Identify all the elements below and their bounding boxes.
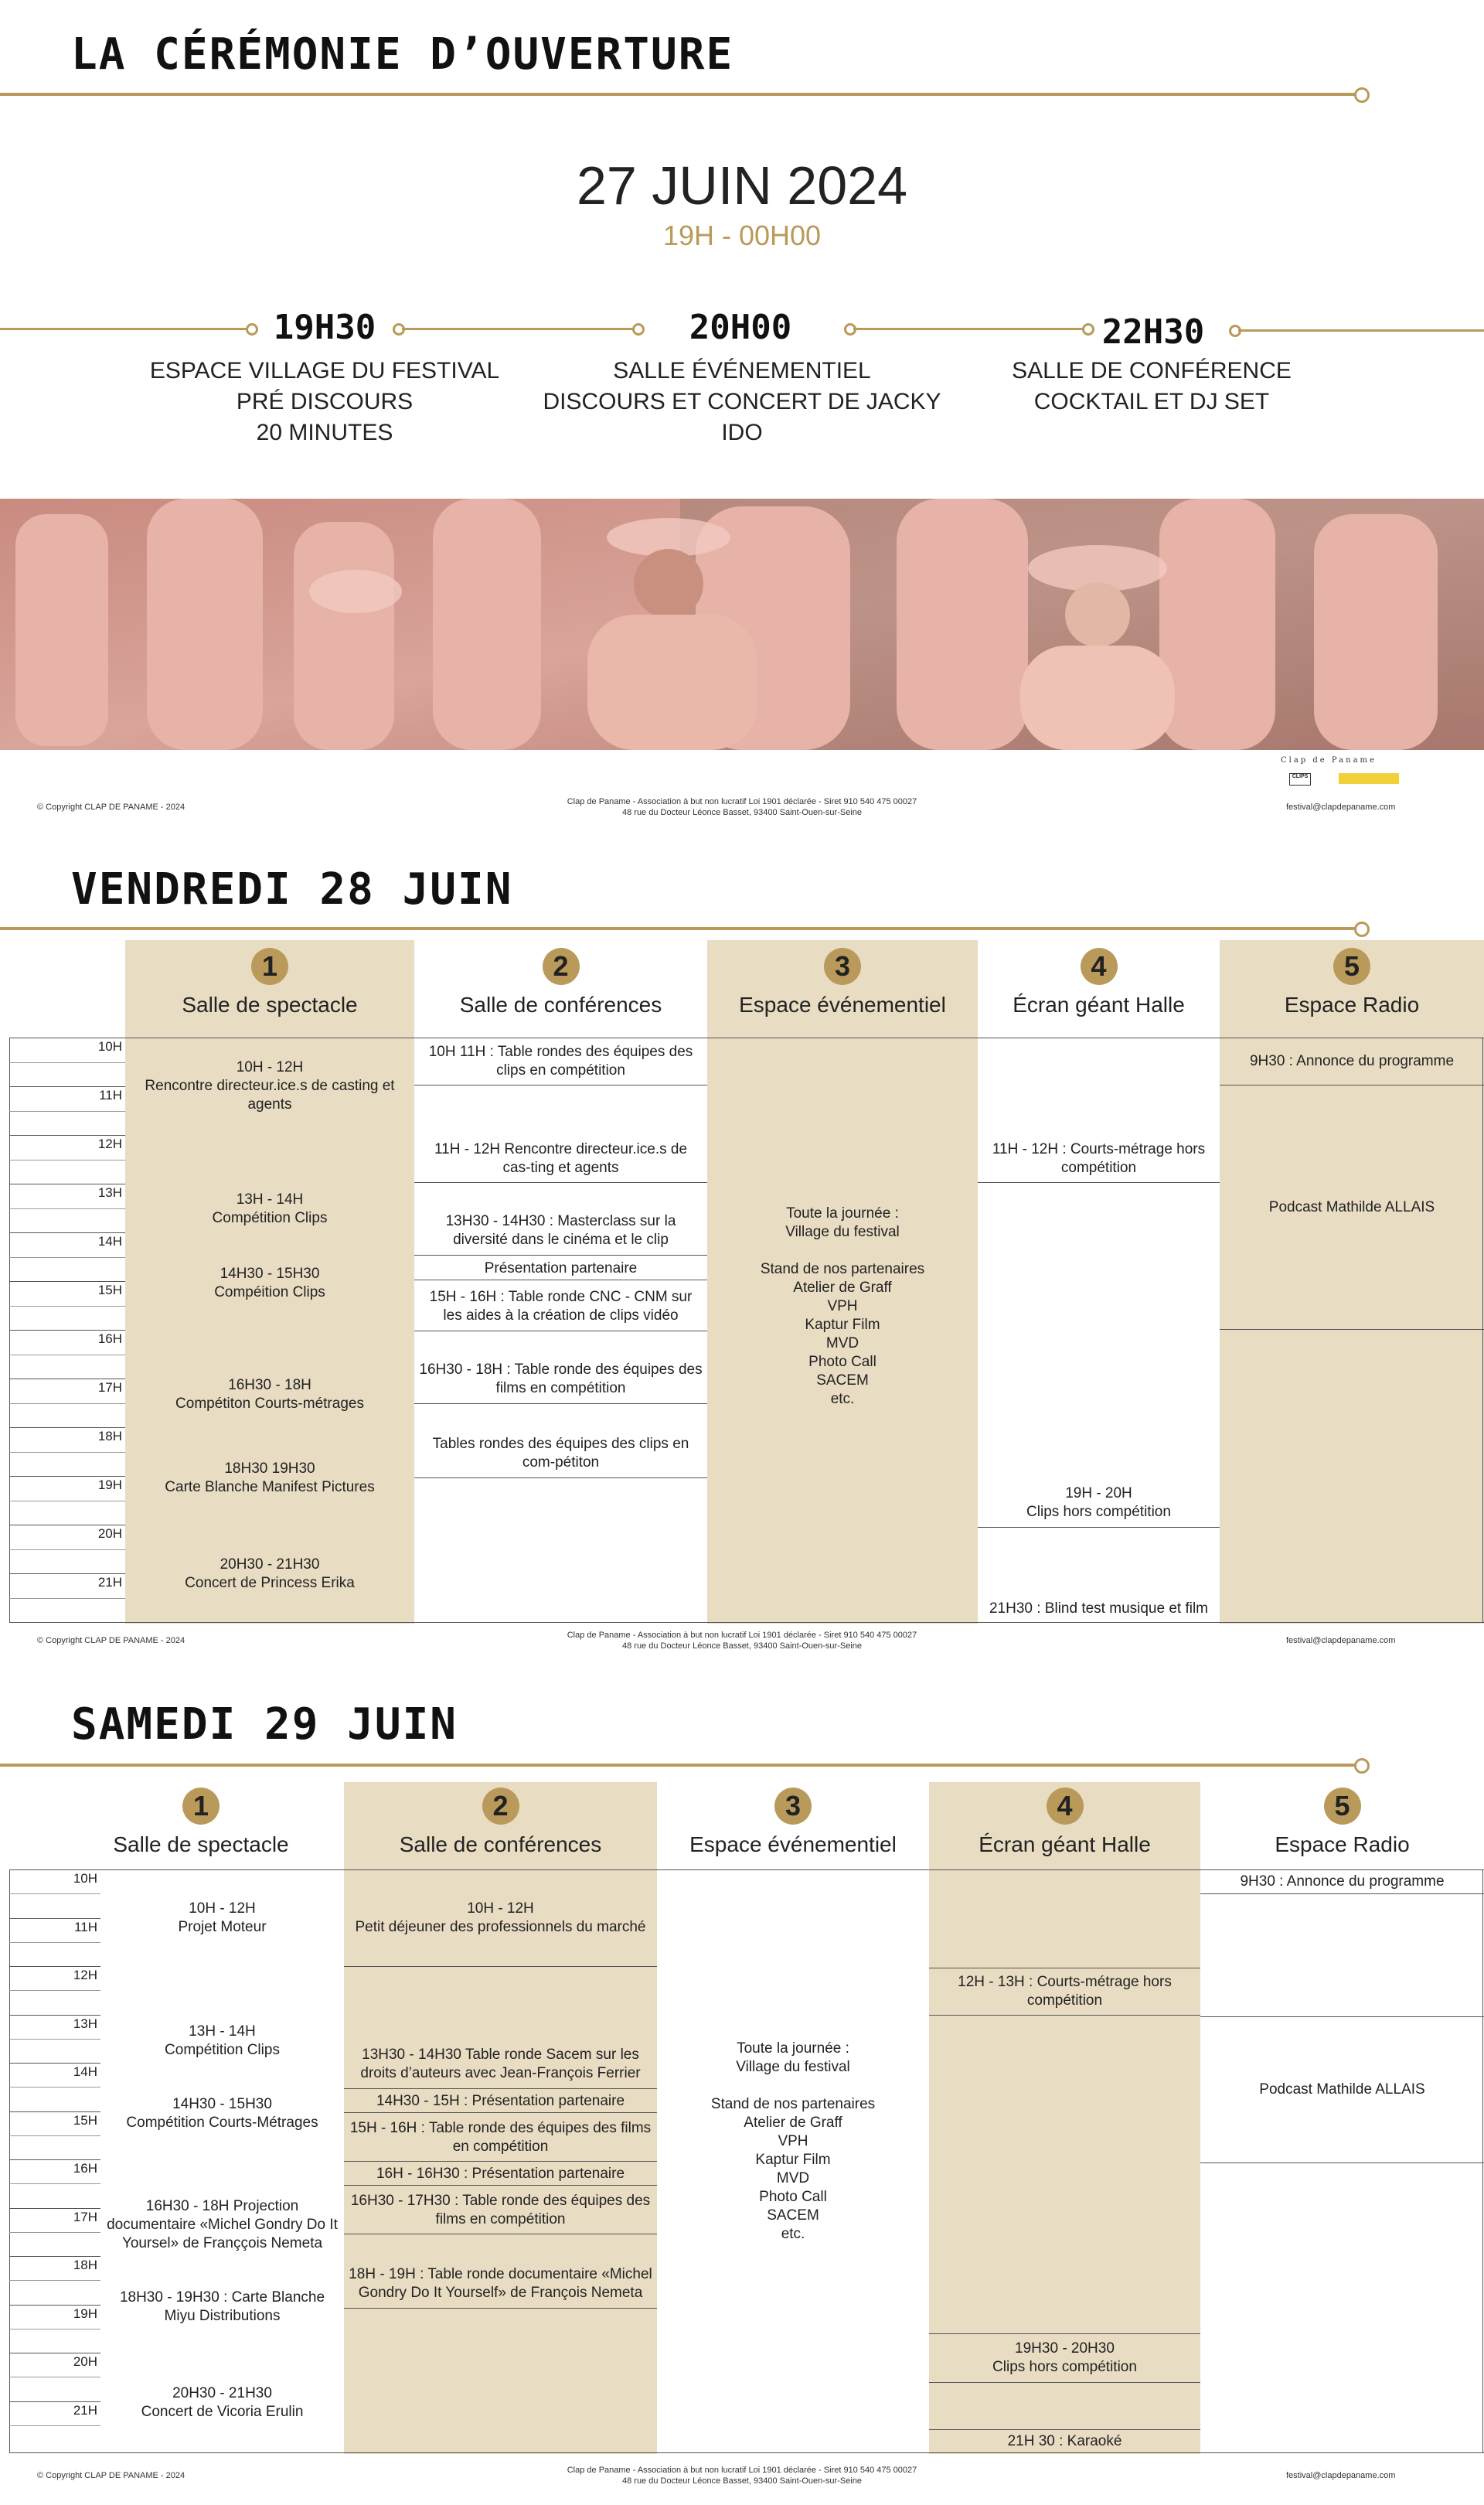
sat-event: 12H - 13H : Courts-métrage hors compétition: [929, 1968, 1200, 2016]
opening-date: 27 JUIN 2024: [576, 155, 908, 216]
col-name: Salle de conférences: [399, 1832, 602, 1856]
hour-gridline: [9, 1281, 125, 1282]
hour-gridline: [9, 2111, 100, 2112]
sat-event: 20H30 - 21H30 Concert de Vicoria Erulin: [141, 2385, 304, 2420]
hour-label: 18H: [97, 1429, 122, 1443]
col-number: 4: [1047, 1788, 1084, 1825]
fri-event: 15H - 16H : Table ronde CNC - CNM sur les aides à la création de clips vidéo: [414, 1282, 707, 1331]
hour-gridline: [9, 1452, 125, 1453]
col-number: 2: [482, 1788, 519, 1825]
friday-title: VENDREDI 28 JUIN: [71, 864, 513, 915]
hour-gridline: [9, 2087, 100, 2088]
hour-gridline: [9, 1549, 125, 1550]
sat-event: Podcast Mathilde ALLAIS: [1200, 2016, 1484, 2163]
hour-label: 20H: [73, 2354, 97, 2369]
hour-gridline: [9, 1086, 125, 1087]
sat-event: 16H30 - 18H Projection documentaire «Michel Gondry Do It Yoursel» de Franççois Nemeta: [107, 2198, 338, 2251]
hour-label: 15H: [97, 1283, 122, 1297]
fri-event: 14H30 - 15H30 Compéition Clips: [214, 1266, 325, 1300]
fri-event: 9H30 : Annonce du programme: [1220, 1038, 1484, 1086]
desc-line: SALLE DE CONFÉRENCE: [1012, 358, 1292, 383]
fri-col4-header: [978, 948, 1220, 1017]
desc-line: 20 MINUTES: [256, 420, 393, 445]
sat-event: 14H30 - 15H : Présentation partenaire: [344, 2090, 657, 2113]
hour-gridline: [9, 1257, 125, 1258]
fri-event-village: Toute la journée : Village du festival Stand de nos partenaires Atelier de Graff VPH Kaptur Film MVD Photo Call SACEM etc.: [760, 1205, 925, 1407]
assoc-line: 48 rue du Docteur Léonce Basset, 93400 Saint-Ouen-sur-Seine: [621, 2476, 863, 2486]
hour-label: 16H: [73, 2161, 97, 2176]
hour-gridline: [9, 2015, 100, 2016]
fri-event: Podcast Mathilde ALLAIS: [1220, 1086, 1484, 1330]
sat-event: 10H - 12H Petit déjeuner des professionnels du marché: [344, 1869, 657, 1967]
col-name: Salle de conférences: [459, 993, 662, 1017]
assoc-line: Clap de Paname - Association à but non lucratif Loi 1901 déclarée - Siret 910 540 475 00027: [567, 2466, 917, 2475]
banner-photo: [0, 499, 1484, 750]
opening-hours: 19H - 00H00: [662, 220, 822, 251]
grid-bottom: [9, 2452, 1484, 2453]
hour-gridline: [9, 2305, 100, 2306]
footer-copyright-2: © Copyright CLAP DE PANAME - 2024: [37, 1636, 186, 1645]
sat-event: 14H30 - 15H30 Compétition Courts-Métrages: [126, 2096, 318, 2131]
hour-label: 11H: [74, 1919, 97, 1934]
hour-gridline: [9, 1403, 125, 1404]
title-rule: [0, 93, 1359, 96]
sat-event: 13H30 - 14H30 Table ronde Sacem sur les droits d’auteurs avec Jean-François Ferrier: [344, 2040, 657, 2089]
hour-label: 10H: [73, 1871, 97, 1886]
sat-event: 18H30 - 19H30 : Carte Blanche Miyu Distributions: [119, 2289, 325, 2324]
hour-gridline: [9, 1573, 125, 1574]
assoc-line: Clap de Paname - Association à but non lucratif Loi 1901 déclarée - Siret 910 540 475 00027: [567, 797, 917, 806]
grid-left: [9, 1869, 10, 2452]
hour-gridline: [9, 1476, 125, 1477]
fri-event: Tables rondes des équipes des clips en com-pétiton: [414, 1429, 707, 1478]
fri-event: 21H30 : Blind test musique et film: [989, 1600, 1209, 1617]
hour-gridline: [9, 1427, 125, 1428]
col-name: Salle de spectacle: [182, 993, 358, 1017]
hour-gridline: [9, 1208, 125, 1209]
sat-event-village: Toute la journée : Village du festival Stand de nos partenaires Atelier de Graff VPH Kaptur Film MVD Photo Call SACEM etc.: [710, 2040, 876, 2242]
col-name: Espace Radio: [1284, 993, 1420, 1017]
hour-gridline: [9, 1062, 125, 1063]
col-number: 5: [1324, 1788, 1361, 1825]
hour-gridline: [9, 1918, 100, 1919]
hour-label: 20H: [97, 1526, 122, 1541]
assoc-line: 48 rue du Docteur Léonce Basset, 93400 Saint-Ouen-sur-Seine: [621, 1641, 863, 1651]
timeline-time-1: 19H30: [273, 308, 376, 347]
title-rule-dot: [1354, 87, 1370, 103]
hour-gridline: [9, 1966, 100, 1967]
fri-event: 11H - 12H Rencontre directeur.ice.s de cas-ting et agents: [414, 1135, 707, 1183]
timeline-desc-1: [131, 356, 518, 448]
hour-label: 21H: [97, 1575, 122, 1590]
hour-label: 10H: [97, 1039, 122, 1054]
sat-col5-header: [1200, 1788, 1484, 1857]
desc-line: IDO: [721, 420, 763, 445]
fri-event: 20H30 - 21H30 Concert de Princess Erika: [185, 1556, 355, 1591]
footer-assoc-1: [510, 796, 974, 818]
timeline-rule-3: [853, 328, 1085, 330]
timeline-rule-2: [402, 328, 634, 330]
sat-event: 13H - 14H Compétition Clips: [165, 2023, 280, 2058]
fri-event: Présentation partenaire: [414, 1257, 707, 1280]
sat-event: 19H30 - 20H30 Clips hors compétition: [929, 2333, 1200, 2383]
timeline-desc-2: [541, 356, 943, 448]
hour-gridline: [9, 2039, 100, 2040]
hour-gridline: [9, 2401, 100, 2402]
sat-event: 16H30 - 17H30 : Table ronde des équipes des films en compétition: [344, 2186, 657, 2234]
footer-assoc-2: [510, 1630, 974, 1651]
fri-event: 10H 11H : Table rondes des équipes des clips en compétition: [414, 1038, 707, 1086]
saturday-rule: [0, 1764, 1359, 1767]
hour-label: 21H: [73, 2402, 97, 2418]
hour-gridline: [9, 1598, 125, 1599]
desc-line: PRÉ DISCOURS: [236, 389, 414, 414]
col-number: 3: [824, 948, 861, 985]
col-number: 4: [1081, 948, 1118, 985]
hour-gridline: [9, 2256, 100, 2257]
opening-title: LA CÉRÉMONIE D’OUVERTURE: [71, 29, 734, 80]
desc-line: DISCOURS ET CONCERT DE JACKY: [543, 389, 941, 414]
col-name: Écran géant Halle: [979, 1832, 1151, 1856]
fri-event: 19H - 20H Clips hors compétition: [978, 1478, 1220, 1528]
footer-copyright-3: © Copyright CLAP DE PANAME - 2024: [37, 2471, 186, 2480]
sat-event: 16H - 16H30 : Présentation partenaire: [344, 2162, 657, 2186]
hour-label: 19H: [97, 1477, 122, 1492]
partner-logo-1: CLIPS: [1289, 773, 1311, 786]
footer-email-1: festival@clapdepaname.com: [1286, 803, 1396, 812]
sat-event: 10H - 12H Projet Moteur: [178, 1900, 267, 1935]
sat-col2-header: [344, 1788, 657, 1857]
hour-label: 15H: [73, 2112, 97, 2128]
hour-gridline: [9, 2135, 100, 2136]
hour-gridline: [9, 2063, 100, 2064]
sat-event: 21H 30 : Karaoké: [929, 2429, 1200, 2452]
hour-gridline: [9, 1330, 125, 1331]
hour-label: 12H: [73, 1968, 97, 1982]
col-number: 3: [774, 1788, 812, 1825]
fri-event: 16H30 - 18H Compétiton Courts-métrages: [175, 1377, 364, 1412]
col-name: Écran géant Halle: [1013, 993, 1185, 1017]
hour-gridline: [9, 2208, 100, 2209]
sat-event: 15H - 16H : Table ronde des équipes des films en compétition: [344, 2114, 657, 2162]
fri-col2-header: [414, 948, 707, 1017]
col-name: Espace événementiel: [689, 1832, 897, 1856]
sat-event: 9H30 : Annonce du programme: [1200, 1869, 1484, 1894]
hour-gridline: [9, 2425, 100, 2426]
timeline-rule-1: [0, 328, 251, 330]
hour-gridline: [9, 1990, 100, 1991]
col-number: 5: [1333, 948, 1370, 985]
assoc-line: Clap de Paname - Association à but non lucratif Loi 1901 déclarée - Siret 910 540 475 00027: [567, 1631, 917, 1640]
hour-gridline: [9, 1111, 125, 1112]
footer-logo-1: Clap de Paname: [1281, 756, 1377, 765]
hour-label: 12H: [97, 1137, 122, 1151]
hour-gridline: [9, 2159, 100, 2160]
timeline-desc-3: [958, 356, 1345, 418]
hour-label: 19H: [73, 2306, 97, 2321]
col-name: Salle de spectacle: [113, 1832, 289, 1856]
footer-copyright-1: © Copyright CLAP DE PANAME - 2024: [37, 803, 186, 812]
fri-event: 18H30 19H30 Carte Blanche Manifest Pictures: [165, 1460, 375, 1495]
friday-rule: [0, 927, 1359, 930]
hour-gridline: [9, 1135, 125, 1136]
col-number: 2: [543, 948, 580, 985]
saturday-title: SAMEDI 29 JUIN: [71, 1699, 458, 1750]
hour-label: 16H: [97, 1331, 122, 1346]
sat-col4-header: [929, 1788, 1200, 1857]
hour-label: 18H: [73, 2258, 97, 2272]
fri-col1-header: [125, 948, 414, 1017]
fri-col3-header: [707, 948, 978, 1017]
assoc-line: 48 rue du Docteur Léonce Basset, 93400 Saint-Ouen-sur-Seine: [621, 808, 863, 817]
hour-label: 13H: [97, 1185, 122, 1200]
partner-logo-2: [1339, 773, 1399, 784]
saturday-rule-dot: [1354, 1758, 1370, 1774]
footer-email-2: festival@clapdepaname.com: [1286, 1636, 1396, 1645]
timeline-time-2: 20H00: [689, 308, 792, 347]
timeline-time-3: 22H30: [1101, 312, 1205, 352]
footer-assoc-3: [510, 2465, 974, 2486]
hour-label: 14H: [73, 2064, 97, 2079]
hour-label: 17H: [97, 1380, 122, 1395]
sat-col3-header: [657, 1788, 929, 1857]
desc-line: SALLE ÉVÉNEMENTIEL: [613, 358, 871, 383]
hour-gridline: [9, 1893, 100, 1894]
hour-gridline: [9, 1942, 100, 1943]
sat-event: 18H - 19H : Table ronde documentaire «Michel Gondry Do It Yourself» de François Nemeta: [344, 2259, 657, 2309]
hour-gridline: [9, 2183, 100, 2184]
hour-label: 13H: [73, 2016, 97, 2031]
timeline-dot: [632, 323, 645, 336]
fri-event: 11H - 12H : Courts-métrage hors compétition: [978, 1135, 1220, 1183]
hour-label: 11H: [99, 1088, 122, 1103]
fri-event: 13H30 - 14H30 : Masterclass sur la diversité dans le cinéma et le clip: [414, 1206, 707, 1256]
grid-bottom: [9, 1622, 1484, 1623]
timeline-rule-4: [1238, 329, 1484, 332]
fri-event: 13H - 14H Compétition Clips: [212, 1191, 328, 1226]
hour-label: 17H: [73, 2209, 97, 2224]
col-name: Espace Radio: [1275, 1832, 1410, 1856]
fri-event: 16H30 - 18H : Table ronde des équipes des films en compétition: [414, 1355, 707, 1404]
desc-line: COCKTAIL ET DJ SET: [1033, 389, 1270, 414]
desc-line: ESPACE VILLAGE DU FESTIVAL: [149, 358, 500, 383]
hour-gridline: [9, 1306, 125, 1307]
fri-event: 10H - 12H Rencontre directeur.ice.s de casting et agents: [145, 1059, 395, 1113]
fri-col5-header: [1220, 948, 1484, 1017]
friday-rule-dot: [1354, 922, 1370, 937]
col-name: Espace événementiel: [739, 993, 946, 1017]
col-number: 1: [182, 1788, 220, 1825]
hour-gridline: [9, 2232, 100, 2233]
sat-col1-header: [100, 1788, 301, 1857]
footer-email-3: festival@clapdepaname.com: [1286, 2471, 1396, 2480]
hour-gridline: [9, 2280, 100, 2281]
col-number: 1: [251, 948, 288, 985]
hour-gridline: [9, 1232, 125, 1233]
hour-label: 14H: [97, 1234, 122, 1249]
